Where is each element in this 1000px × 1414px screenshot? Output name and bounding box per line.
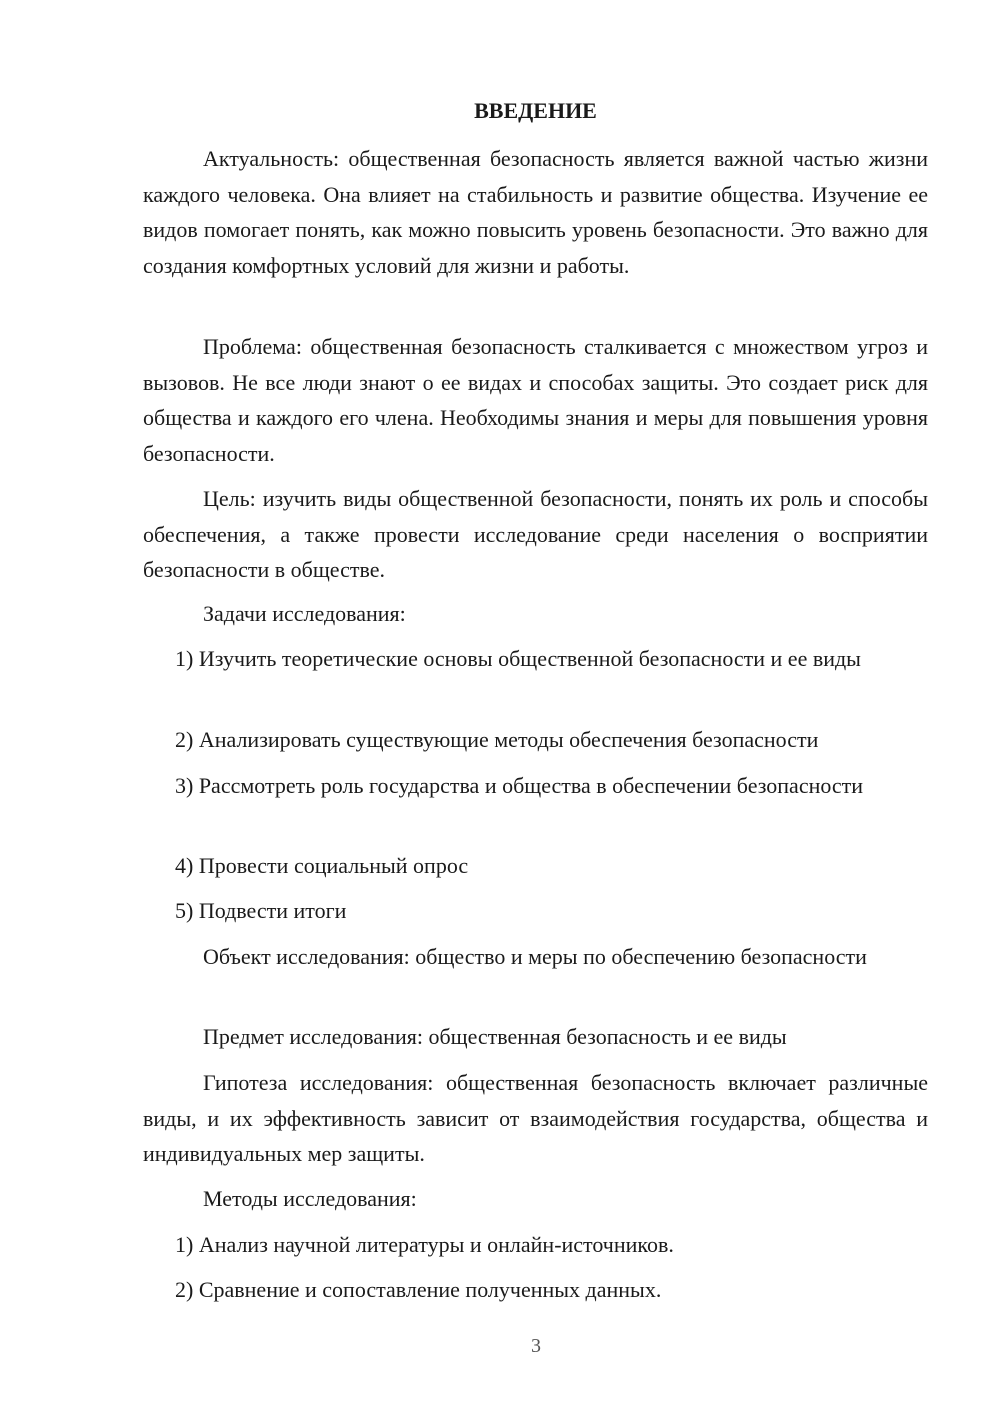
paragraph-object: Объект исследования: общество и меры по обеспечению безопасности [203, 944, 867, 969]
tasks-heading: Задачи исследования: [203, 601, 406, 626]
task-item-4: 4) Провести социальный опрос [175, 853, 469, 878]
task-item-1: 1) Изучить теоретические основы общественной безопасности и ее виды [175, 646, 861, 671]
paragraph-subject: Предмет исследования: общественная безопасность и ее виды [203, 1024, 787, 1049]
page-title: ВВЕДЕНИЕ [474, 98, 597, 123]
paragraph-relevance: Актуальность: общественная безопасность является важной частью жизни каждого человека. Она влияет на стабильность и развитие общества. Изучение ее видов помогает понять, как можно повысить уровень безопасности. Это важно для создания комфортных условий для жизни и работы. [143, 146, 928, 278]
page-number: 3 [531, 1335, 541, 1357]
paragraph-hypothesis: Гипотеза исследования: общественная безопасность включает различные виды, и их эффективность зависит от взаимодействия государства, общества и индивидуальных мер защиты. [143, 1070, 928, 1166]
task-item-3: 3) Рассмотреть роль государства и общества в обеспечении безопасности [175, 773, 864, 798]
task-item-2: 2) Анализировать существующие методы обеспечения безопасности [175, 727, 819, 752]
methods-heading: Методы исследования: [203, 1186, 417, 1211]
method-item-2: 2) Сравнение и сопоставление полученных данных. [175, 1277, 662, 1302]
paragraph-goal: Цель: изучить виды общественной безопасности, понять их роль и способы обеспечения, а также провести исследование среди населения о восприятии безопасности в обществе. [143, 486, 928, 582]
paragraph-problem: Проблема: общественная безопасность сталкивается с множеством угроз и вызовов. Не все люди знают о ее видах и способах защиты. Это создает риск для общества и каждого его члена. Необходимы знания и меры для повышения уровня безопасности. [143, 334, 928, 466]
method-item-1: 1) Анализ научной литературы и онлайн-источников. [175, 1232, 674, 1257]
task-item-5: 5) Подвести итоги [175, 898, 347, 923]
